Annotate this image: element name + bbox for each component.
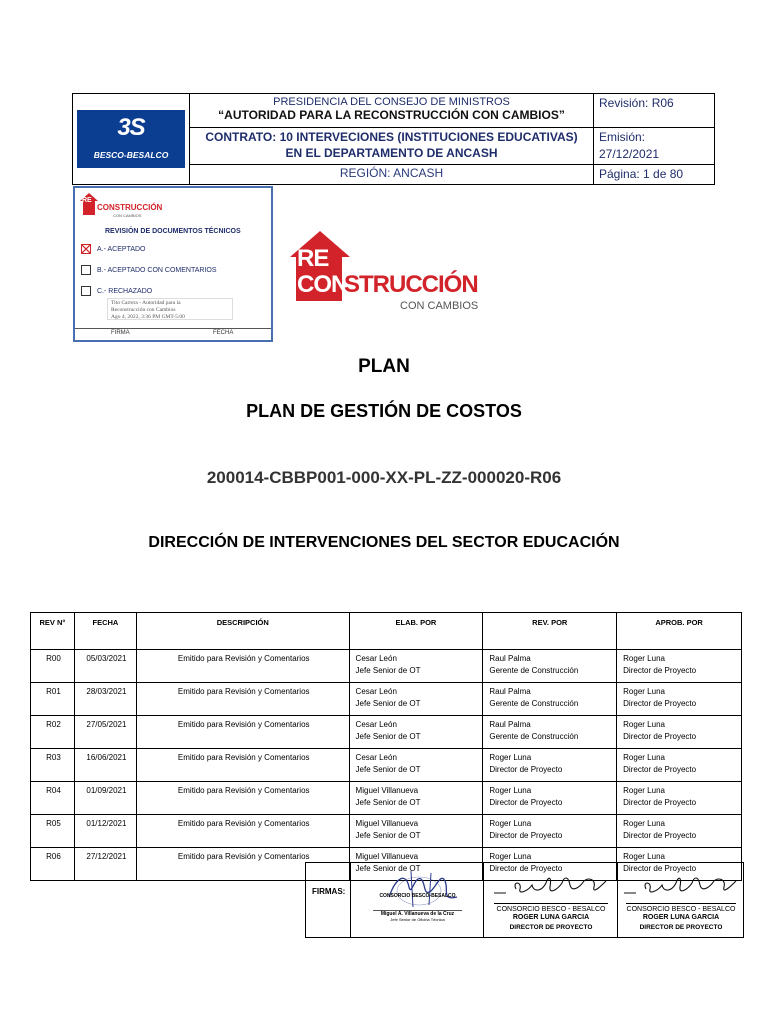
revision-table	[30, 612, 742, 881]
cell-descripcion-desc: Emitido para Revisión y Comentarios	[177, 720, 310, 729]
rev-sign-name: ROGER LUNA GARCIA	[512, 914, 590, 921]
cell-aprob-aprob-role: Director de Proyecto	[623, 699, 697, 708]
cell-elab	[349, 716, 483, 749]
cell-aprob-aprob-name: Roger Luna	[623, 720, 665, 729]
cell-rev	[31, 782, 75, 815]
cell-elab-elab-role: Jefe Senior de OT	[355, 765, 421, 774]
cell-fecha-fecha: 27/05/2021	[86, 720, 127, 729]
stamp-footer	[75, 328, 271, 336]
cell-aprob	[617, 650, 742, 683]
col-header-aprob: APROB. POR	[617, 613, 742, 650]
cell-elab-elab-role: Jefe Senior de OT	[355, 798, 421, 807]
cell-fecha	[74, 815, 136, 848]
cell-fecha	[74, 683, 136, 716]
cell-elab-elab-name: Miguel Villanueva	[355, 852, 419, 861]
elab-stamp-name: Miguel A. Villanueva de la Cruz	[373, 910, 462, 917]
stamp-option-b	[81, 265, 217, 275]
cell-rev-rev: R00	[46, 654, 61, 663]
cell-rev-por-rev-name: Roger Luna	[489, 852, 532, 861]
table-row	[31, 815, 742, 848]
stamp-logo-rest: CONSTRUCCIÓN	[97, 203, 163, 212]
cell-rev-rev: R05	[46, 819, 61, 828]
cell-rev	[31, 716, 75, 749]
stamp-logo-sub: CON CAMBIOS	[113, 213, 142, 218]
cell-fecha	[74, 749, 136, 782]
cell-fecha-fecha: 27/12/2021	[86, 852, 127, 861]
cell-descripcion-desc: Emitido para Revisión y Comentarios	[177, 852, 310, 861]
cell-rev	[31, 848, 75, 881]
aprob-sign-name: ROGER LUNA GARCIA	[642, 914, 720, 921]
col-header-rev-por: REV. POR	[483, 613, 617, 650]
header-line-autoridad: “AUTORIDAD PARA LA RECONSTRUCCIÓN CON CAMBIOS”	[218, 108, 565, 122]
table-row	[31, 650, 742, 683]
cell-elab	[349, 782, 483, 815]
cell-aprob	[617, 716, 742, 749]
cell-aprob-aprob-name: Roger Luna	[623, 687, 665, 696]
cell-rev	[31, 749, 75, 782]
logo-struccion: STRUCCIÓN	[344, 271, 478, 298]
table-row	[31, 716, 742, 749]
cell-elab-elab-role: Jefe Senior de OT	[355, 666, 421, 675]
note-line-1: Tito Carrera - Autoridad para la	[111, 300, 181, 306]
col-header-descripcion: DESCRIPCIÓN	[136, 613, 349, 650]
cell-elab-elab-role: Jefe Senior de OT	[355, 864, 421, 873]
logo-con-cambios: CON CAMBIOS	[400, 300, 479, 312]
emision-date: 27/12/2021	[599, 147, 660, 161]
cell-aprob-aprob-role: Director de Proyecto	[623, 765, 697, 774]
cell-fecha-fecha: 28/03/2021	[86, 687, 127, 696]
direction-title: DIRECCIÓN DE INTERVENCIONES DEL SECTOR EDUCACIÓN	[148, 534, 620, 551]
signature-rev	[483, 863, 618, 937]
stamp-logo-re: RE	[82, 197, 92, 204]
logo-text: BESCO-BESALCO	[93, 150, 169, 160]
cell-descripcion	[136, 782, 349, 815]
checkbox-empty-icon	[81, 265, 91, 275]
stamp-option-b-label: B.- ACEPTADO CON COMENTARIOS	[97, 266, 217, 274]
review-stamp	[73, 186, 273, 342]
cell-aprob	[617, 749, 742, 782]
cell-fecha-fecha: 01/09/2021	[86, 786, 127, 795]
cell-elab	[349, 683, 483, 716]
cell-aprob	[617, 683, 742, 716]
cell-aprob-aprob-role: Director de Proyecto	[623, 798, 697, 807]
signatures-row	[305, 862, 744, 938]
header-line-region: REGIÓN: ANCASH	[339, 166, 444, 180]
cell-elab-elab-role: Jefe Senior de OT	[355, 699, 421, 708]
cell-fecha-fecha: 01/12/2021	[86, 819, 127, 828]
cell-aprob-aprob-name: Roger Luna	[623, 819, 665, 828]
stamp-footer-firma: FIRMA	[111, 330, 130, 336]
cell-fecha	[74, 848, 136, 881]
table-row	[31, 749, 742, 782]
signature-aprob	[617, 863, 744, 937]
handwritten-signature-rev	[492, 871, 610, 899]
cell-descripcion-desc: Emitido para Revisión y Comentarios	[177, 786, 310, 795]
cell-fecha-fecha: 16/06/2021	[86, 753, 127, 762]
header-line-contrato: CONTRATO: 10 INTERVECIONES (INSTITUCIONES EDUCATIVAS)	[205, 130, 578, 144]
note-line-3: Ago 4, 2022, 3:36 PM GMT-5:00	[111, 314, 185, 320]
col-header-rev: REV N°	[31, 613, 75, 650]
cell-aprob-aprob-role: Director de Proyecto	[623, 864, 697, 873]
cell-descripcion-desc: Emitido para Revisión y Comentarios	[177, 687, 310, 696]
cell-aprob-aprob-role: Director de Proyecto	[623, 666, 697, 675]
cell-aprob-aprob-name: Roger Luna	[623, 786, 665, 795]
cell-elab-elab-name: Miguel Villanueva	[355, 819, 419, 828]
cell-rev-por	[483, 749, 617, 782]
stamp-option-a	[81, 244, 146, 254]
cell-rev-por-rev-role: Director de Proyecto	[489, 798, 563, 807]
cell-rev-por-rev-name: Raul Palma	[489, 720, 531, 729]
table-header-row	[31, 613, 742, 650]
elab-stamp-company: CONSORCIO BESCO-BESALCO	[379, 893, 456, 899]
cell-elab-elab-name: Cesar León	[355, 720, 397, 729]
cell-rev-rev: R06	[46, 852, 61, 861]
col-header-elab: ELAB. POR	[349, 613, 483, 650]
cell-rev-por-rev-name: Raul Palma	[489, 687, 531, 696]
cell-elab-elab-role: Jefe Senior de OT	[355, 732, 421, 741]
cell-aprob-aprob-name: Roger Luna	[623, 753, 665, 762]
rev-sign-company: CONSORCIO BESCO - BESALCO	[494, 903, 608, 913]
cell-elab-elab-name: Cesar León	[355, 753, 397, 762]
cell-aprob-aprob-name: Roger Luna	[623, 654, 665, 663]
cell-rev-por	[483, 683, 617, 716]
cell-elab-elab-name: Cesar León	[355, 654, 397, 663]
pagina-value: Página: 1 de 80	[599, 167, 684, 181]
revision-value: Revisión: R06	[599, 96, 674, 110]
cell-rev-por-rev-role: Gerente de Construcción	[489, 666, 579, 675]
cell-descripcion	[136, 683, 349, 716]
handwritten-signature-aprob	[622, 871, 740, 899]
besco-besalco-logo	[77, 110, 185, 168]
cell-rev-rev: R04	[46, 786, 61, 795]
note-line-2: Reconstrucción con Cambios	[111, 307, 176, 313]
cell-elab	[349, 815, 483, 848]
cell-elab-elab-role: Jefe Senior de OT	[355, 831, 421, 840]
cell-fecha-fecha: 05/03/2021	[86, 654, 127, 663]
cell-rev-por-rev-role: Director de Proyecto	[489, 864, 563, 873]
logo-mark: 3S	[117, 114, 145, 141]
header-line-presidencia: PRESIDENCIA DEL CONSEJO DE MINISTROS	[273, 96, 510, 108]
cell-fecha	[74, 782, 136, 815]
header-line-departamento: EN EL DEPARTAMENTO DE ANCASH	[285, 146, 498, 160]
cell-aprob-aprob-role: Director de Proyecto	[623, 831, 697, 840]
cell-rev-por	[483, 650, 617, 683]
stamp-footer-fecha: FECHA	[213, 330, 234, 336]
cell-rev-por	[483, 716, 617, 749]
cell-descripcion	[136, 749, 349, 782]
cell-aprob-aprob-name: Roger Luna	[623, 852, 665, 861]
cell-rev-por	[483, 815, 617, 848]
cell-rev-por-rev-role: Gerente de Construcción	[489, 732, 579, 741]
cell-fecha	[74, 650, 136, 683]
cell-rev-rev: R02	[46, 720, 61, 729]
cell-descripcion-desc: Emitido para Revisión y Comentarios	[177, 819, 310, 828]
checkbox-empty-icon	[81, 286, 91, 296]
stamp-option-c	[81, 286, 152, 296]
col-header-fecha: FECHA	[74, 613, 136, 650]
cell-rev-por-rev-name: Roger Luna	[489, 786, 532, 795]
cell-aprob	[617, 782, 742, 815]
cell-descripcion	[136, 650, 349, 683]
cell-elab	[349, 749, 483, 782]
cell-elab	[349, 650, 483, 683]
cell-descripcion-desc: Emitido para Revisión y Comentarios	[177, 753, 310, 762]
logo-con: CON	[297, 271, 348, 298]
aprob-sign-role: DIRECTOR DE PROYECTO	[639, 924, 723, 931]
cell-elab-elab-name: Miguel Villanueva	[355, 786, 419, 795]
header-title-cell	[190, 94, 594, 184]
cell-descripcion	[136, 716, 349, 749]
cell-aprob	[617, 815, 742, 848]
logo-re: RE	[297, 245, 329, 272]
cell-rev-por-rev-name: Roger Luna	[489, 819, 532, 828]
cell-rev-por-rev-role: Director de Proyecto	[489, 765, 563, 774]
reconstruccion-logo	[290, 231, 490, 319]
company-logo-cell	[73, 94, 190, 184]
handwritten-signature-elab	[371, 867, 466, 909]
header-meta-cell	[594, 94, 714, 184]
stamp-title: REVISIÓN DE DOCUMENTOS TÉCNICOS	[105, 228, 241, 235]
document-header	[72, 93, 715, 185]
table-row	[31, 782, 742, 815]
firmas-label: FIRMAS:	[312, 887, 346, 896]
stamp-signature-note	[107, 298, 233, 320]
document-code: 200014-CBBP001-000-XX-PL-ZZ-000020-R06	[206, 468, 562, 487]
rev-sign-role: DIRECTOR DE PROYECTO	[509, 924, 593, 931]
cell-rev-rev: R03	[46, 753, 61, 762]
aprob-sign-company: CONSORCIO BESCO - BESALCO	[626, 903, 736, 913]
cell-descripcion-desc: Emitido para Revisión y Comentarios	[177, 654, 310, 663]
signature-elab	[350, 863, 484, 937]
document-type-title: PLAN	[358, 356, 410, 377]
cell-rev	[31, 650, 75, 683]
cell-rev-por	[483, 782, 617, 815]
cell-rev-por-rev-name: Raul Palma	[489, 654, 531, 663]
stamp-option-c-label: C.- RECHAZADO	[97, 287, 153, 295]
cell-elab-elab-name: Cesar León	[355, 687, 397, 696]
cell-fecha	[74, 716, 136, 749]
cell-aprob-aprob-role: Director de Proyecto	[623, 732, 697, 741]
elab-stamp-role: Jefe Senior de Oficina Técnica	[390, 917, 445, 922]
cell-rev	[31, 683, 75, 716]
cell-rev-por-rev-role: Gerente de Construcción	[489, 699, 579, 708]
cell-descripcion	[136, 815, 349, 848]
cell-rev-rev: R01	[46, 687, 61, 696]
stamp-option-a-label: A.- ACEPTADO	[97, 245, 146, 253]
cell-rev-por-rev-role: Director de Proyecto	[489, 831, 563, 840]
checkbox-checked-icon	[81, 244, 91, 254]
cell-rev-por-rev-name: Roger Luna	[489, 753, 532, 762]
table-row	[31, 683, 742, 716]
emision-label: Emisión:	[599, 130, 646, 144]
cell-rev	[31, 815, 75, 848]
document-title: PLAN DE GESTIÓN DE COSTOS	[246, 401, 522, 421]
